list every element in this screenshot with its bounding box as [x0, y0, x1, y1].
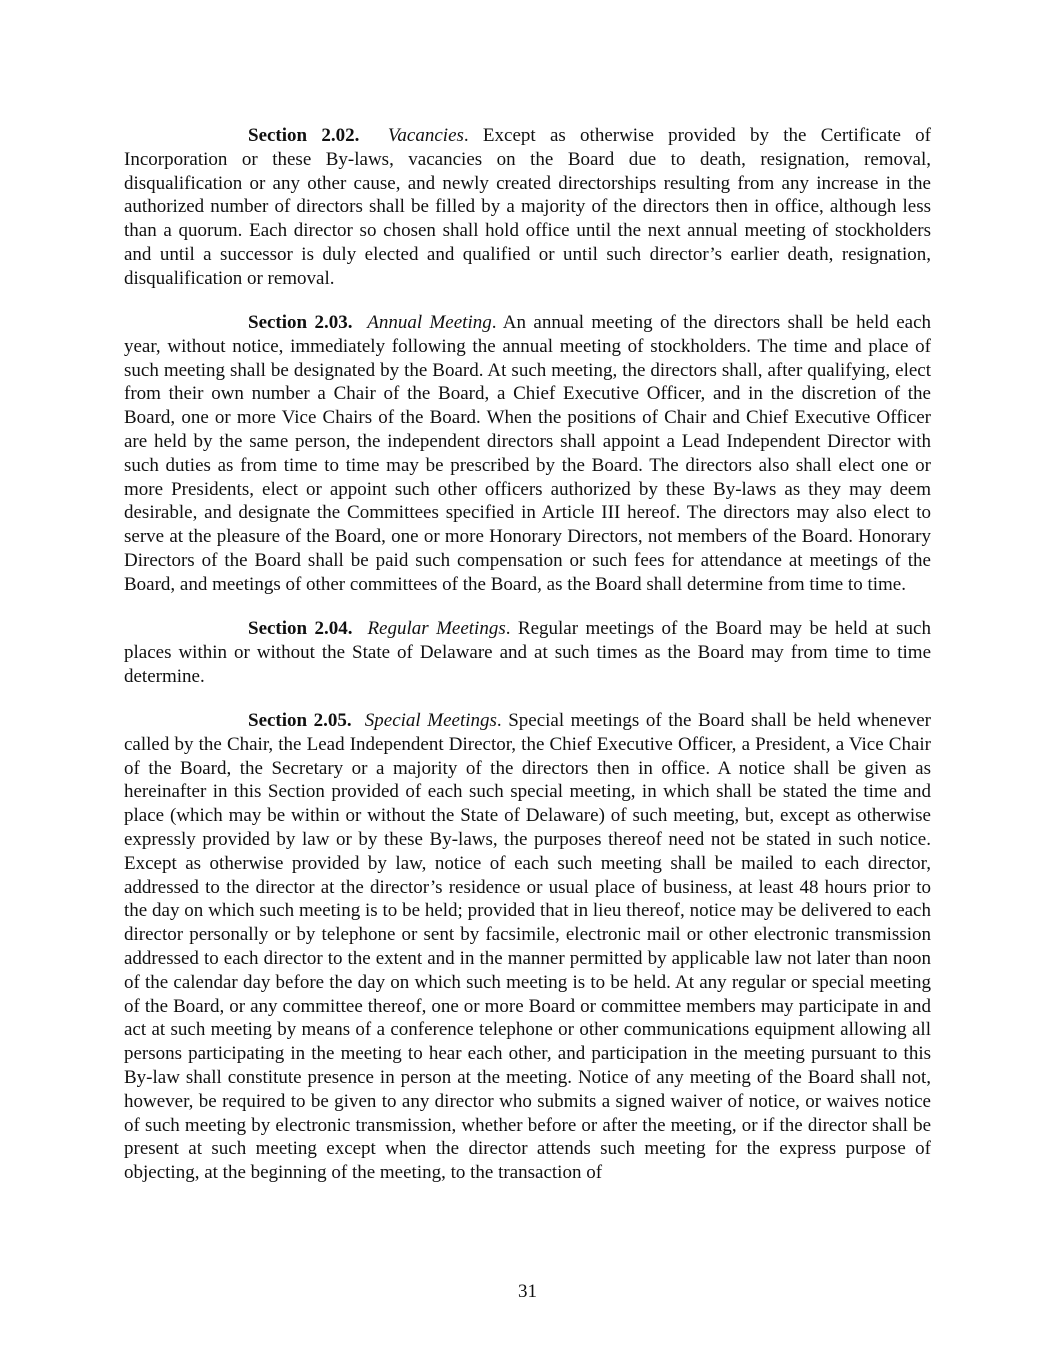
section-body: . Special meetings of the Board shall be held whenever called by the Chair, the Lead Independent Director, the Chief Executive Officer, a President, a Vice Chair of the Board, the Secretary or a majority of the directors then in office. A notice shall be given as hereinafter in this Section provided of each such special meeting, in which shall be stated the time and place (which may be within or without the State of Delaware) of such meeting, but, except as otherwise expressly provided by law or by these By-laws, the purposes thereof need not be stated in such notice. Except as otherwise provided by law, notice of each such meeting shall be mailed to each director, addressed to the director at the director’s residence or usual place of business, at least 48 hours prior to the day on which such meeting is to be held; provided that in lieu thereof, notice may be delivered to each director personally or by telephone or sent by facsimile, electronic mail or other electronic transmission addressed to each director to the extent and in the manner permitted by applicable law not later than noon of the calendar day before the day on which such meeting is to be held. At any regular or special meeting of the Board, or any committee thereof, one or more Board or committee members may participate in and act at such meeting by means of a conference telephone or other communications equipment allowing all persons participating in the meeting to hear each other, and participation in the meeting pursuant to this By-law shall constitute presence in person at the meeting. Notice of any meeting of the Board shall not, however, be required to be given to any director who submits a signed waiver of notice, or waives notice of such meeting by electronic transmission, whether before or after the meeting, or if the director shall be present at such meeting except when the director attends such meeting for the express purpose of objecting, at the beginning of the meeting, to the transaction of	[124, 710, 932, 1184]
section-number: Section 2.05.	[248, 710, 352, 732]
section-title: Annual Meeting	[367, 312, 492, 334]
document-page	[124, 124, 931, 1205]
section-title: Special Meetings	[364, 710, 497, 732]
page-number: 31	[518, 1281, 537, 1302]
section-number: Section 2.02.	[248, 125, 360, 146]
section-2-03	[124, 311, 931, 597]
section-2-02	[124, 124, 931, 291]
section-body: . An annual meeting of the directors shall be held each year, without notice, immediately following the annual meeting of stockholders. The time and place of such meeting shall be designated by the Board. At such meeting, the directors shall, after qualifying, elect from their own number a Chair of the Board, a Chief Executive Officer, and in the discretion of the Board, one or more Vice Chairs of the Board. When the positions of Chair and Chief Executive Officer are held by the same person, the independent directors shall appoint a Lead Independent Director with such duties as from time to time may be prescribed by the Board. The directors also shall elect one or more Presidents, elect or appoint such other officers authorized by these By-laws as they may deem desirable, and designate the Committees specified in Article III hereof. The directors may also elect to serve at the pleasure of the Board, one or more Honorary Directors, not members of the Board. Honorary Directors of the Board shall be paid such compensation or such fees for attendance at meetings of the Board, and meetings of other committees of the Board, as the Board shall determine from time to time.	[124, 312, 932, 595]
section-title: Regular Meetings	[367, 618, 506, 640]
section-2-04	[124, 617, 931, 688]
section-number: Section 2.04.	[248, 618, 353, 640]
section-2-05	[124, 709, 931, 1185]
section-body: . Except as otherwise provided by the Certificate of Incorporation or these By-laws, vacancies on the Board due to death, resignation, removal, disqualification or any other cause, and newly created directorships resulting from any increase in the authorized number of directors shall be filled by a majority of the directors then in office, although less than a quorum. Each director so chosen shall hold office until the next annual meeting of stockholders and until a successor is duly elected and qualified or until such director’s earlier death, resignation, disqualification or removal.	[124, 125, 932, 289]
section-body: . Regular meetings of the Board may be held at such places within or without the State of Delaware and at such times as the Board may from time to time determine.	[124, 618, 931, 687]
section-number: Section 2.03.	[248, 312, 353, 334]
section-title: Vacancies	[387, 125, 464, 146]
